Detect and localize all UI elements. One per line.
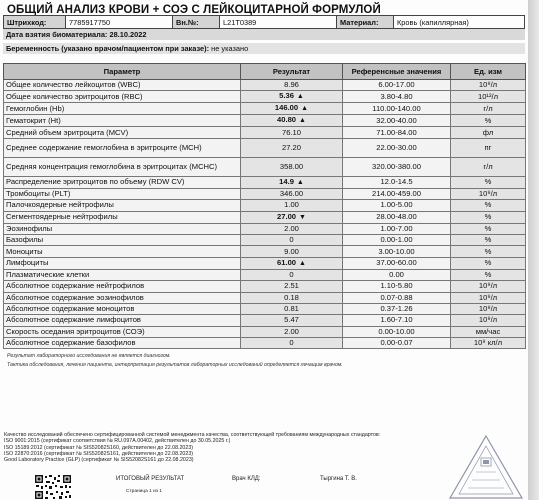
result-cell	[241, 234, 343, 245]
reference-range: 71.00-84.00	[343, 127, 451, 138]
report-final-label: ИТОГОВЫЙ РЕЗУЛЬТАТ	[116, 476, 185, 482]
doctor-name: Тыргина Т. В.	[320, 476, 357, 482]
result-cell	[241, 200, 343, 211]
column-header: Ед. изм	[451, 64, 526, 80]
table-row	[4, 326, 526, 337]
unit: %	[451, 223, 526, 234]
note-tactics: Тактика обследования, лечения пациента, интерпретация результатов лабораторных исследований определяется лечащим врачом.	[7, 362, 343, 368]
result-cell	[241, 269, 343, 280]
result-value: 0.18	[284, 292, 299, 302]
result-cell	[241, 338, 343, 349]
results-table	[3, 63, 526, 349]
table-row	[4, 115, 526, 127]
result-value: 14.9	[279, 176, 294, 186]
parameter-name: Абсолютное содержание моноцитов	[4, 303, 241, 314]
parameter-name: Плазматические клетки	[4, 269, 241, 280]
result-value: 0	[289, 269, 294, 279]
table-row	[4, 176, 526, 188]
quality-certificates	[4, 432, 504, 463]
sample-date-label: Дата взятия биоматериала:	[6, 30, 108, 39]
unit: мм/час	[451, 326, 526, 337]
parameter-name: Распределение эритроцитов по объему (RDW CV)	[4, 176, 241, 188]
table-row	[4, 234, 526, 245]
barcode-value: 7785917750	[66, 16, 173, 29]
reference-range: 0.07-0.88	[343, 292, 451, 303]
table-row	[4, 257, 526, 269]
unit: 10⁹/л	[451, 303, 526, 314]
result-value: 146.00	[274, 103, 299, 113]
barcode-label: Штрихкод:	[4, 16, 66, 29]
table-row	[4, 315, 526, 326]
table-row	[4, 200, 526, 211]
result-cell	[241, 80, 343, 91]
unit: 10¹²/л	[451, 91, 526, 103]
reference-range: 32.00-40.00	[343, 115, 451, 127]
parameter-name: Общее количество лейкоцитов (WBC)	[4, 80, 241, 91]
result-value: 0.81	[284, 304, 299, 314]
unit: 10⁹/л	[451, 80, 526, 91]
reference-range: 3.00-10.00	[343, 246, 451, 257]
result-value: 358.00	[279, 161, 304, 171]
table-row	[4, 269, 526, 280]
unit: 10⁹/л	[451, 281, 526, 292]
table-row	[4, 138, 526, 157]
parameter-name: Абсолютное содержание нейтрофилов	[4, 281, 241, 292]
arrow-up-icon: ▲	[301, 105, 309, 113]
reference-range: 0.00-0.07	[343, 338, 451, 349]
reference-range: 214.00-459.00	[343, 188, 451, 199]
reference-range: 6.00-17.00	[343, 80, 451, 91]
result-cell	[241, 281, 343, 292]
result-value: 27.20	[281, 142, 301, 152]
result-value: 346.00	[279, 188, 304, 198]
unit: г/л	[451, 103, 526, 115]
result-value: 27.00	[277, 211, 297, 221]
result-value: 0	[289, 235, 294, 245]
sample-date-value: 28.10.2022	[109, 30, 147, 39]
result-value: 0	[289, 338, 294, 348]
reference-range: 1.00-7.00	[343, 223, 451, 234]
table-row	[4, 127, 526, 138]
material-label: Материал:	[337, 16, 394, 29]
quality-line: Качество исследований обеспечено сертифицированной системой менеджмента качества, соответствующей требованиям международных стандартов:	[4, 432, 381, 438]
pregnancy-label: Беременность (указано врачом/пациентом при заказе):	[6, 44, 210, 53]
result-cell	[241, 157, 343, 176]
result-value: 40.80	[277, 115, 297, 125]
result-value: 5.36	[279, 91, 294, 101]
reference-range: 0.37-1.26	[343, 303, 451, 314]
sample-date-row	[3, 29, 525, 40]
lab-stamp-icon	[446, 432, 526, 500]
result-value: 2.00	[284, 223, 299, 233]
table-row	[4, 281, 526, 292]
column-header: Результат	[241, 64, 343, 80]
result-value: 9.00	[284, 246, 299, 256]
unit: 10⁹/л	[451, 315, 526, 326]
result-cell	[241, 176, 343, 188]
unit: %	[451, 269, 526, 280]
page-number: Страница 1 из 1	[126, 489, 162, 494]
result-cell	[241, 138, 343, 157]
page-edge	[528, 0, 539, 500]
sample-header	[3, 15, 525, 29]
parameter-name: Средняя концентрация гемоглобина в эритроцитах (MCHC)	[4, 157, 241, 176]
table-header	[4, 64, 526, 80]
reference-range: 0.00	[343, 269, 451, 280]
vn-value: L21T0389	[220, 16, 337, 29]
result-value: 1.00	[284, 200, 299, 210]
table-row	[4, 292, 526, 303]
unit: пг	[451, 138, 526, 157]
parameter-name: Гемоглобин (Hb)	[4, 103, 241, 115]
unit: фл	[451, 127, 526, 138]
unit: %	[451, 211, 526, 223]
result-value: 5.47	[284, 315, 299, 325]
note-diagnosis: Результат лабораторного исследования не является диагнозом.	[7, 353, 171, 359]
qr-code-icon	[34, 474, 72, 500]
table-row	[4, 103, 526, 115]
parameter-name: Средний объем эритроцита (MCV)	[4, 127, 241, 138]
arrow-up-icon: ▲	[296, 178, 304, 186]
result-cell	[241, 127, 343, 138]
arrow-up-icon: ▲	[299, 259, 306, 267]
table-row	[4, 188, 526, 199]
table-row	[4, 157, 526, 176]
unit: %	[451, 257, 526, 269]
table-row	[4, 80, 526, 91]
result-cell	[241, 303, 343, 314]
parameter-name: Абсолютное содержание эозинофилов	[4, 292, 241, 303]
report-title: ОБЩИЙ АНАЛИЗ КРОВИ + СОЭ С ЛЕЙКОЦИТАРНОЙ ФОРМУЛОЙ	[7, 4, 381, 16]
pregnancy-value: не указано	[211, 44, 249, 53]
reference-range: 12.0-14.5	[343, 176, 451, 188]
result-cell	[241, 103, 343, 115]
parameter-name: Базофилы	[4, 234, 241, 245]
unit: %	[451, 176, 526, 188]
reference-range: 3.80-4.80	[343, 91, 451, 103]
unit: 10⁹/л	[451, 292, 526, 303]
table-row	[4, 246, 526, 257]
unit: 10⁹/л	[451, 188, 526, 199]
result-cell	[241, 91, 343, 103]
table-row	[4, 223, 526, 234]
column-header: Референсные значения	[343, 64, 451, 80]
result-value: 2.51	[284, 281, 299, 291]
quality-line: ISO 15189:2012 (сертификат № SIS52082S160, действителен до 22.08.2023)	[4, 444, 194, 451]
result-value: 76.10	[281, 127, 301, 137]
parameter-name: Сегментоядерные нейтрофилы	[4, 211, 241, 223]
result-cell	[241, 246, 343, 257]
unit: %	[451, 246, 526, 257]
table-row	[4, 303, 526, 314]
unit: %	[451, 115, 526, 127]
result-cell	[241, 115, 343, 127]
result-value: 8.96	[284, 80, 299, 90]
unit: г/л	[451, 157, 526, 176]
reference-range: 22.00-30.00	[343, 138, 451, 157]
result-value: 61.00	[277, 257, 297, 267]
result-cell	[241, 315, 343, 326]
parameter-name: Абсолютное содержание лимфоцитов	[4, 315, 241, 326]
column-header: Параметр	[4, 64, 241, 80]
quality-line: ISO 22870:2016 (сертификат № SIS52082S161, действителен до 22.08.2023)	[4, 450, 194, 457]
parameter-name: Общее количество эритроцитов (RBC)	[4, 91, 241, 103]
parameter-name: Гематокрит (Ht)	[4, 115, 241, 127]
parameter-name: Эозинофилы	[4, 223, 241, 234]
pregnancy-row	[3, 43, 525, 54]
reference-range: 1.60-7.10	[343, 315, 451, 326]
reference-range: 0.00-10.00	[343, 326, 451, 337]
reference-range: 0.00-1.00	[343, 234, 451, 245]
table-row	[4, 91, 526, 103]
parameter-name: Палочкоядерные нейтрофилы	[4, 200, 241, 211]
table-row	[4, 338, 526, 349]
quality-line: ISO 9001:2015 (сертификат соответствия № RU.097А.00402, действителен до 30.05.2025 г.)	[4, 438, 231, 445]
doctor-label: Врач КЛД:	[232, 476, 261, 482]
parameter-name: Лимфоциты	[4, 257, 241, 269]
arrow-down-icon: ▼	[299, 213, 306, 221]
reference-range: 1.10-5.80	[343, 281, 451, 292]
unit: %	[451, 234, 526, 245]
material-value: Кровь (капиллярная)	[394, 16, 525, 29]
result-cell	[241, 188, 343, 199]
unit: 10⁹ кл/л	[451, 338, 526, 349]
parameter-name: Моноциты	[4, 246, 241, 257]
table-row	[4, 211, 526, 223]
reference-range: 37.00-60.00	[343, 257, 451, 269]
arrow-up-icon: ▲	[299, 117, 306, 125]
parameter-name: Тромбоциты (PLT)	[4, 188, 241, 199]
reference-range: 28.00-48.00	[343, 211, 451, 223]
quality-line: Good Laboratory Practice (GLP) (сертификат № SIS52082S161 до 22.08.2023)	[4, 457, 194, 464]
result-cell	[241, 223, 343, 234]
parameter-name: Среднее содержание гемоглобина в эритроците (MCH)	[4, 138, 241, 157]
unit: %	[451, 200, 526, 211]
parameter-name: Скорость оседания эритроцитов (СОЭ)	[4, 326, 241, 337]
parameter-name: Абсолютное содержание базофилов	[4, 338, 241, 349]
result-cell	[241, 326, 343, 337]
result-cell	[241, 211, 343, 223]
reference-range: 110.00-140.00	[343, 103, 451, 115]
reference-range: 1.00-5.00	[343, 200, 451, 211]
reference-range: 320.00-380.00	[343, 157, 451, 176]
result-value: 2.00	[284, 326, 299, 336]
arrow-up-icon: ▲	[296, 93, 304, 101]
vn-label: Вн.№:	[173, 16, 220, 29]
result-cell	[241, 257, 343, 269]
result-cell	[241, 292, 343, 303]
